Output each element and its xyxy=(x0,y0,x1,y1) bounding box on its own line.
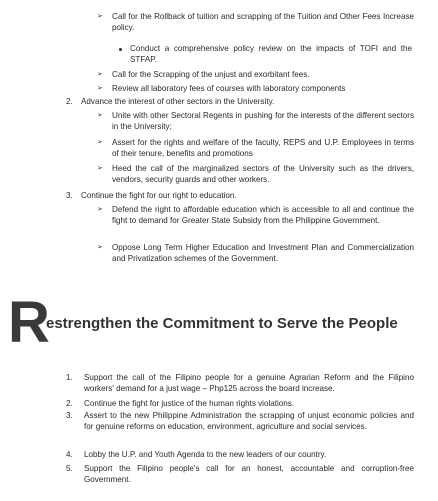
list-item-title: Continue the fight for our right to education. xyxy=(81,191,237,200)
bullet-text: Assert for the rights and welfare of the faculty, REPS and U.P. Employees in terms of their tenure, benefits and promotions xyxy=(112,138,414,158)
list-number: 3. xyxy=(66,191,73,200)
bullet-text: Defend the right to affordable education which is accessible to all and continue the fight to demand for Greater State Subsidy from the Philippine Government. xyxy=(112,205,414,225)
arrow-bullet-icon: ➢ xyxy=(97,112,103,119)
bullet-text: Call for the Scrapping of the unjust and exorbitant fees. xyxy=(112,70,310,79)
bullet-text: Unite with other Sectoral Regents in pushing for the interests of the different sectors in the University; xyxy=(112,111,414,131)
list-item-text: Support the call of the Filipino people for a genuine Agrarian Reform and the Filipino workers' demand for a just wage – Php125 across the board increase. xyxy=(84,373,414,393)
arrow-bullet-icon: ➢ xyxy=(97,85,103,92)
section-heading: estrengthen the Commitment to Serve the People xyxy=(46,315,398,332)
arrow-bullet-icon: ➢ xyxy=(97,71,103,78)
list-number: 4. xyxy=(66,450,73,459)
list-number: 3. xyxy=(66,411,73,420)
bullet-text: Oppose Long Term Higher Education and Investment Plan and Commercialization and Privatization schemes of the Government. xyxy=(112,243,414,263)
list-number: 5. xyxy=(66,464,73,473)
list-item-text: Assert to the new Philippine Administration the scrapping of unjust economic policies and for genuine reforms on education, environment, agriculture and social services. xyxy=(84,411,414,431)
bullet-text: Call for the Rollback of tuition and scrapping of the Tuition and Other Fees Increase policy. xyxy=(112,12,414,32)
list-number: 1. xyxy=(66,373,73,382)
bullet-text: Heed the call of the marginalized sectors of the University such as the drivers, vendors, security guards and other workers. xyxy=(112,164,414,184)
round-bullet-icon xyxy=(119,48,122,51)
list-item-text: Continue the fight for justice of the human rights violations. xyxy=(84,399,295,408)
heading-drop-cap: R xyxy=(8,290,50,355)
list-number: 2. xyxy=(66,399,73,408)
arrow-bullet-icon: ➢ xyxy=(97,13,103,20)
list-item-text: Support the Filipino people's call for an honest, accountable and corruption-free Government. xyxy=(84,464,414,484)
arrow-bullet-icon: ➢ xyxy=(97,139,103,146)
list-number: 2. xyxy=(66,97,73,106)
list-item-title: Advance the interest of other sectors in the University. xyxy=(81,97,275,106)
arrow-bullet-icon: ➢ xyxy=(97,244,103,251)
bullet-text: Review all laboratory fees of courses with laboratory components xyxy=(112,84,346,93)
list-item-text: Lobby the U.P. and Youth Agenda to the new leaders of our country. xyxy=(84,450,327,459)
sub-bullet-text: Conduct a comprehensive policy review on the impacts of TOFI and the STFAP. xyxy=(130,44,412,64)
arrow-bullet-icon: ➢ xyxy=(97,206,103,213)
arrow-bullet-icon: ➢ xyxy=(97,165,103,172)
